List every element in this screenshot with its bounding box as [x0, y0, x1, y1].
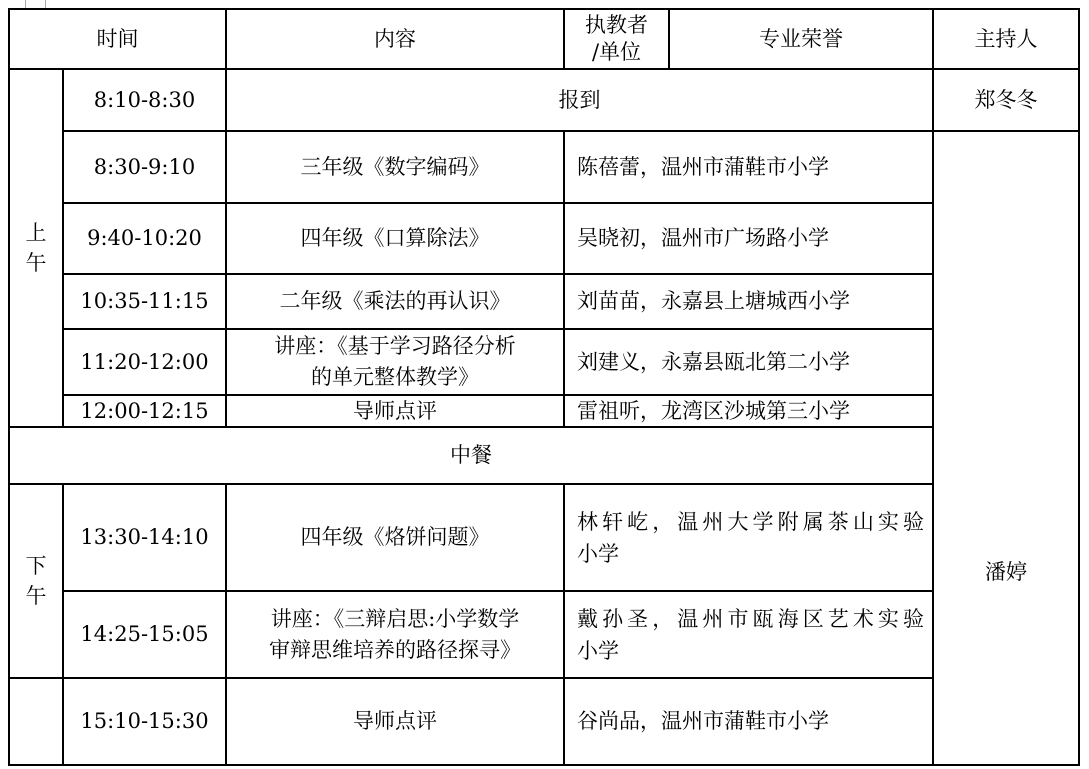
row-time: 10:35-11:15 [80, 289, 209, 314]
row-time: 8:30-9:10 [93, 154, 196, 179]
row-time-cell [64, 132, 227, 204]
row-teacher-cell [565, 204, 934, 275]
registration-content-cell [227, 70, 934, 132]
registration-host: 郑冬冬 [974, 87, 1038, 112]
row-teacher-line2: 小学 [577, 541, 619, 566]
header-time [10, 10, 227, 70]
header-host [934, 10, 1080, 70]
row-time: 13:30-14:10 [80, 525, 209, 550]
row-teacher-cell [565, 275, 934, 330]
row-teacher: 吴晓初，温州市广场路小学 [577, 226, 829, 251]
row-content-cell [227, 204, 565, 275]
header-honor [670, 10, 934, 70]
session-afternoon-cell [10, 485, 64, 679]
row-content-cell [227, 132, 565, 204]
header-teacher-unit [565, 10, 670, 70]
lunch-row-cell [10, 428, 934, 485]
row-time: 14:25-15:05 [80, 622, 209, 647]
row-content-cell [227, 396, 565, 428]
row-teacher: 雷祖听，龙湾区沙城第三小学 [577, 398, 850, 423]
row-time-cell [64, 204, 227, 275]
session-morning-label: 上午 [25, 221, 47, 275]
row-content-line1: 讲座：《三辩启思:小学数学 [270, 606, 520, 631]
lunch-label: 中餐 [450, 443, 492, 468]
main-host-cell [934, 132, 1080, 766]
header-teacher-unit-line2: /单位 [591, 40, 642, 64]
row-content-line2: 的单元整体教学》 [311, 365, 479, 389]
row-time-cell [64, 275, 227, 330]
header-time-label: 时间 [96, 26, 139, 51]
row-teacher-cell [565, 592, 934, 679]
row-teacher: 陈蓓蕾，温州市蒲鞋市小学 [577, 154, 829, 179]
header-content [227, 10, 565, 70]
row-time: 12:00-12:15 [80, 398, 209, 423]
row-teacher-line1: 戴孙圣，温州市瓯海区艺术实验 [577, 606, 924, 631]
row-content: 四年级《口算除法》 [300, 226, 490, 251]
header-content-label: 内容 [374, 26, 416, 51]
registration-content: 报到 [558, 87, 601, 112]
registration-host-cell [934, 70, 1080, 132]
row-teacher: 刘建义，永嘉县瓯北第二小学 [577, 349, 850, 374]
empty-session-cell [10, 679, 64, 766]
row-content: 二年级《乘法的再认识》 [279, 289, 511, 314]
row-time-cell [64, 679, 227, 766]
row-content-cell [227, 330, 565, 396]
session-afternoon-label: 下午 [25, 554, 47, 608]
main-host-name: 潘婷 [985, 560, 1027, 584]
header-teacher-unit-line1: 执教者 [585, 13, 648, 37]
registration-time-cell [64, 70, 227, 132]
row-teacher: 刘苗苗，永嘉县上塘城西小学 [577, 289, 850, 314]
registration-time: 8:10-8:30 [93, 87, 196, 112]
row-time: 9:40-10:20 [87, 226, 202, 251]
row-time-cell [64, 485, 227, 592]
row-time-cell [64, 330, 227, 396]
header-host-label: 主持人 [974, 26, 1038, 51]
session-morning-cell [10, 70, 64, 428]
row-time-cell [64, 396, 227, 428]
row-content-cell [227, 592, 565, 679]
row-teacher-cell [565, 485, 934, 592]
row-time: 11:20-12:00 [80, 349, 209, 374]
row-teacher-line1: 林轩屹，温州大学附属茶山实验 [577, 509, 924, 534]
row-time: 15:10-15:30 [80, 709, 209, 734]
row-content: 导师点评 [353, 398, 437, 423]
row-content-line1: 讲座：《基于学习路径分析 [274, 334, 516, 358]
row-teacher-cell [565, 396, 934, 428]
row-content-cell [227, 275, 565, 330]
row-teacher-cell [565, 132, 934, 204]
row-teacher-cell [565, 679, 934, 766]
row-content-line2: 审辩思维培养的路径探寻》 [269, 637, 521, 662]
row-teacher: 谷尚品，温州市蒲鞋市小学 [577, 709, 829, 734]
row-content: 四年级《烙饼问题》 [300, 525, 490, 550]
row-time-cell [64, 592, 227, 679]
header-honor-label: 专业荣誉 [759, 26, 843, 51]
row-teacher-cell [565, 330, 934, 396]
row-content: 三年级《数字编码》 [300, 154, 490, 179]
row-teacher-line2: 小学 [577, 638, 619, 663]
schedule-table [8, 8, 1080, 766]
row-content: 导师点评 [353, 709, 437, 734]
row-content-cell [227, 485, 565, 592]
row-content-cell [227, 679, 565, 766]
